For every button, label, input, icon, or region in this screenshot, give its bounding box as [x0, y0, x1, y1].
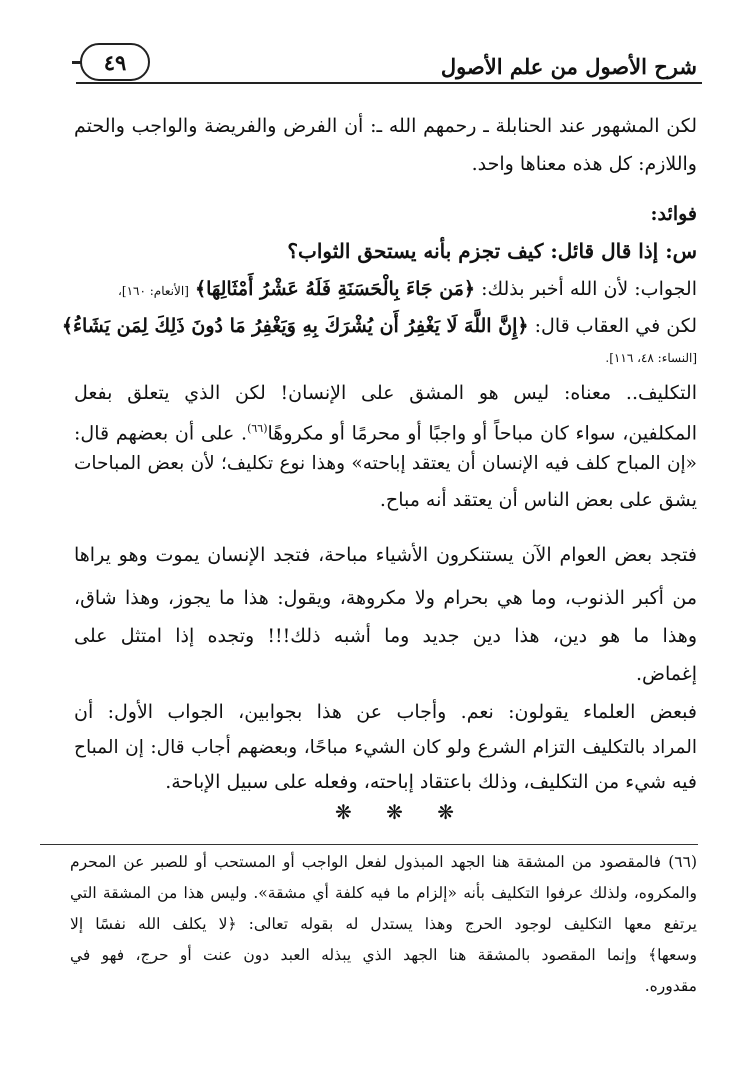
footnote-line-2: والمكروه، ولذلك عرفوا التكليف بأنه «إلزام ما فيه كلفة أي مشقة». وليس هذا من المشقة التي: [70, 884, 697, 902]
body-line-awam-3: وهذا ما هو دين، هذا دين جديد وما أشبه ذلك!!! وتجده إذا امتثل على: [74, 625, 697, 647]
body-line-taklif-2-text: المكلفين، سواء كان مباحاً أو واجبًا أو محرمًا أو مكروهًا: [267, 422, 697, 445]
body-line-awam-2: من أكبر الذنوب، وما هي بحرام ولا مكروهة، ويقول: هذا ما يجوز، وهذا شاق،: [74, 587, 697, 609]
answer-line: [118, 275, 697, 305]
footnote-line-4: وسعها﴾ وإنما المقصود بالمشقة هنا الجهد الذي يبذله العبد دون عنت أو حرج، فهو في: [70, 946, 697, 964]
body-line-awam-4: إغماض.: [636, 663, 697, 685]
body-line-1: لكن المشهور عند الحنابلة ـ رحمهم الله ـ: أن الفرض والفريضة والواجب والحتم: [74, 115, 697, 137]
body-line-ulama-2: المراد بالتكليف التزام الشرع ولو كان الشيء مباحًا، وبعضهم أجاب قال: إن المباح: [74, 737, 697, 758]
body-line-2: واللازم: كل هذه معناها واحد.: [471, 153, 697, 175]
body-line-taklif-4: يشق على بعض الناس أن يعتقد أنه مباح.: [379, 489, 697, 511]
punishment-line: [62, 312, 697, 340]
punishment-prefix: لكن في العقاب قال:: [534, 315, 697, 337]
quran-verse-2: ﴿إِنَّ اللَّهَ لَا يَغْفِرُ أَن يُشْرَكَ بِهِ وَيَغْفِرُ مَا دُونَ ذَلِكَ لِمَن يَشَاءُ﴾: [61, 315, 529, 337]
body-line-ulama-1: فبعض العلماء يقولون: نعم. وأجاب عن هذا بجوابين، الجواب الأول: أن: [74, 701, 697, 723]
section-separator: ❋ ❋ ❋: [335, 800, 468, 824]
footnote-marker: (٦٦): [247, 422, 268, 435]
footnote-rule: [40, 844, 698, 845]
question-line: س: إذا قال قائل: كيف تجزم بأنه يستحق الثواب؟: [287, 239, 697, 263]
footnote-line-1: (٦٦) فالمقصود من المشقة هنا الجهد المبذول لفعل الواجب أو المستحب أو للصبر عن المحرم: [70, 853, 697, 871]
quran-verse-1: ﴿مَن جَاءَ بِالْحَسَنَةِ فَلَهُ عَشْرُ أَمْثَالِهَا﴾: [194, 278, 476, 300]
header-rule: [76, 82, 702, 84]
body-line-taklif-3: «إن المباح كلف فيه الإنسان أن يعتقد إباحته» وهذا نوع تكليف؛ لأن بعض المباحات: [74, 453, 697, 474]
body-line-ulama-3: فيه شيء من التكليف، وذلك باعتقاد إباحته، وفعله على سبيل الإباحة.: [165, 771, 697, 793]
footnote-line-3: يرتفع معها التكليف لوجود الحرج وهذا يستدل له بقوله تعالى: ﴿لا يكلف الله نفسًا إلا: [70, 915, 697, 933]
page-number: ٤٩: [80, 43, 150, 81]
body-line-taklif-2: [74, 415, 697, 447]
body-line-taklif-1: التكليف.. معناه: ليس هو المشق على الإنسان! لكن الذي يتعلق بفعل: [74, 382, 697, 404]
verse-1-reference: [الأنعام: ١٦٠]،: [118, 284, 189, 298]
body-line-taklif-2-end: . على أن بعضهم قال:: [74, 422, 248, 445]
answer-prefix: الجواب: لأن الله أخبر بذلك:: [481, 278, 697, 300]
running-title: شرح الأصول من علم الأصول: [440, 54, 697, 79]
body-line-awam-1: فتجد بعض العوام الآن يستنكرون الأشياء مباحة، فتجد الإنسان يموت وهو يراها: [74, 544, 697, 566]
footnote-line-5: مقدوره.: [644, 977, 697, 995]
section-heading: فوائد:: [650, 203, 697, 225]
verse-2-reference: [النساء: ٤٨، ١١٦].: [605, 351, 697, 365]
